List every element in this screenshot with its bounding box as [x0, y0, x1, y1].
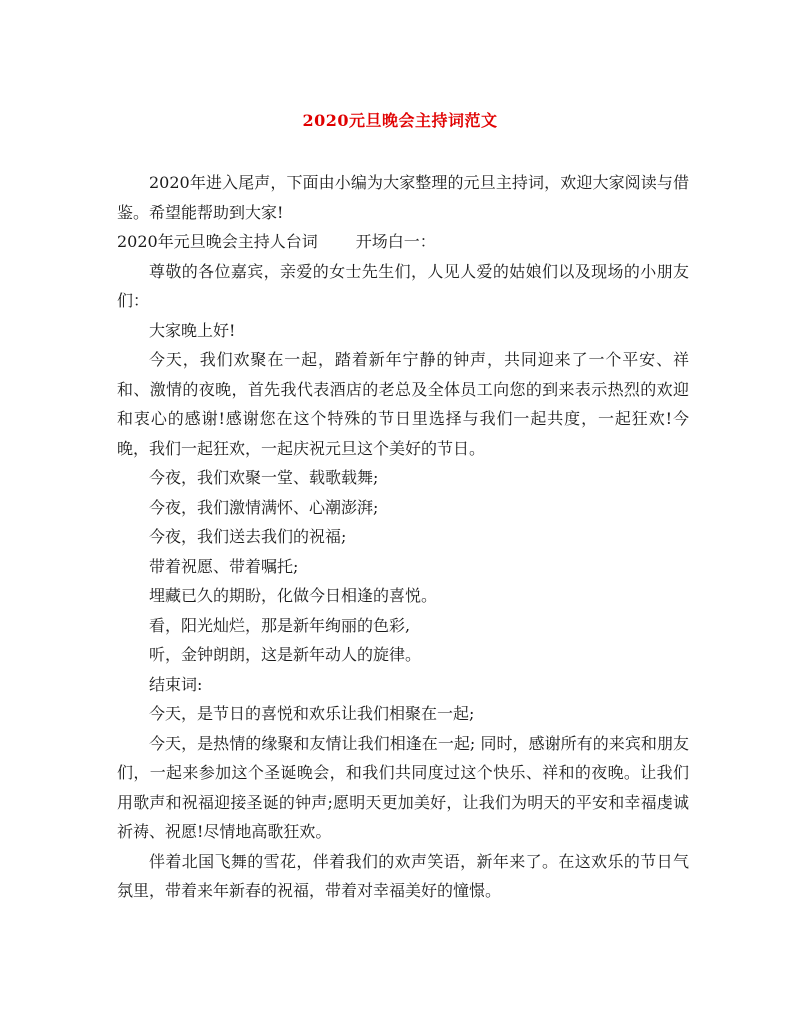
paragraph: 带着祝愿、带着嘱托;: [149, 556, 299, 576]
section-sublabel: 开场白一：: [355, 232, 436, 251]
paragraph: 今夜，我们激情满怀、心潮澎湃;: [149, 497, 379, 517]
paragraph: 埋藏已久的期盼，化做今日相逢的喜悦。: [149, 586, 438, 605]
paragraph: 结束词:: [149, 674, 203, 694]
paragraph: 今天，我们欢聚在一起，踏着新年宁静的钟声，共同迎来了一个平安、祥和、激情的夜晚，首先我代表酒店的老总及全体员工向您的到来表示热烈的欢迎和衷心的感谢!感谢您在这个特殊的节日里选择与我们一起共度，一起狂欢!今晚，我们一起狂欢，一起庆祝元旦这个美好的节日。: [117, 350, 689, 458]
paragraph: 今天，是热情的缘聚和友情让我们相逢在一起; 同时，感谢所有的来宾和朋友们，一起来参加这个圣诞晚会，和我们共同度过这个快乐、祥和的夜晚。让我们用歌声和祝福迎接圣诞的钟声;愿明天更加美好，让我们为明天的平安和幸福虔诚祈祷、祝愿!尽情地高歌狂欢。: [117, 733, 689, 841]
intro-paragraph: 2020年进入尾声，下面由小编为大家整理的元旦主持词，欢迎大家阅读与借鉴。希望能帮助到大家!: [117, 173, 689, 222]
paragraph: 尊敬的各位嘉宾，亲爱的女士先生们，人见人爱的姑娘们以及现场的小朋友们：: [117, 261, 689, 310]
paragraph: 大家晚上好!: [149, 320, 236, 340]
section-label: 2020年元旦晚会主持人台词: [117, 232, 318, 251]
paragraph: 今夜，我们送去我们的祝福;: [149, 527, 347, 546]
document-body: [117, 168, 689, 906]
section-heading: [117, 227, 689, 257]
paragraph: 听，金钟朗朗，这是新年动人的旋律。: [149, 645, 422, 664]
paragraph: 今天，是节日的喜悦和欢乐让我们相聚在一起;: [149, 704, 475, 723]
paragraph: 伴着北国飞舞的雪花，伴着我们的欢声笑语，新年来了。在这欢乐的节日气氛里，带着来年新春的祝福，带着对幸福美好的憧憬。: [117, 851, 689, 900]
page-title: 2020元旦晚会主持词范文: [302, 111, 498, 130]
paragraph: 看，阳光灿烂，那是新年绚丽的色彩,: [149, 615, 411, 635]
paragraph: 今夜，我们欢聚一堂、载歌载舞;: [149, 468, 379, 487]
